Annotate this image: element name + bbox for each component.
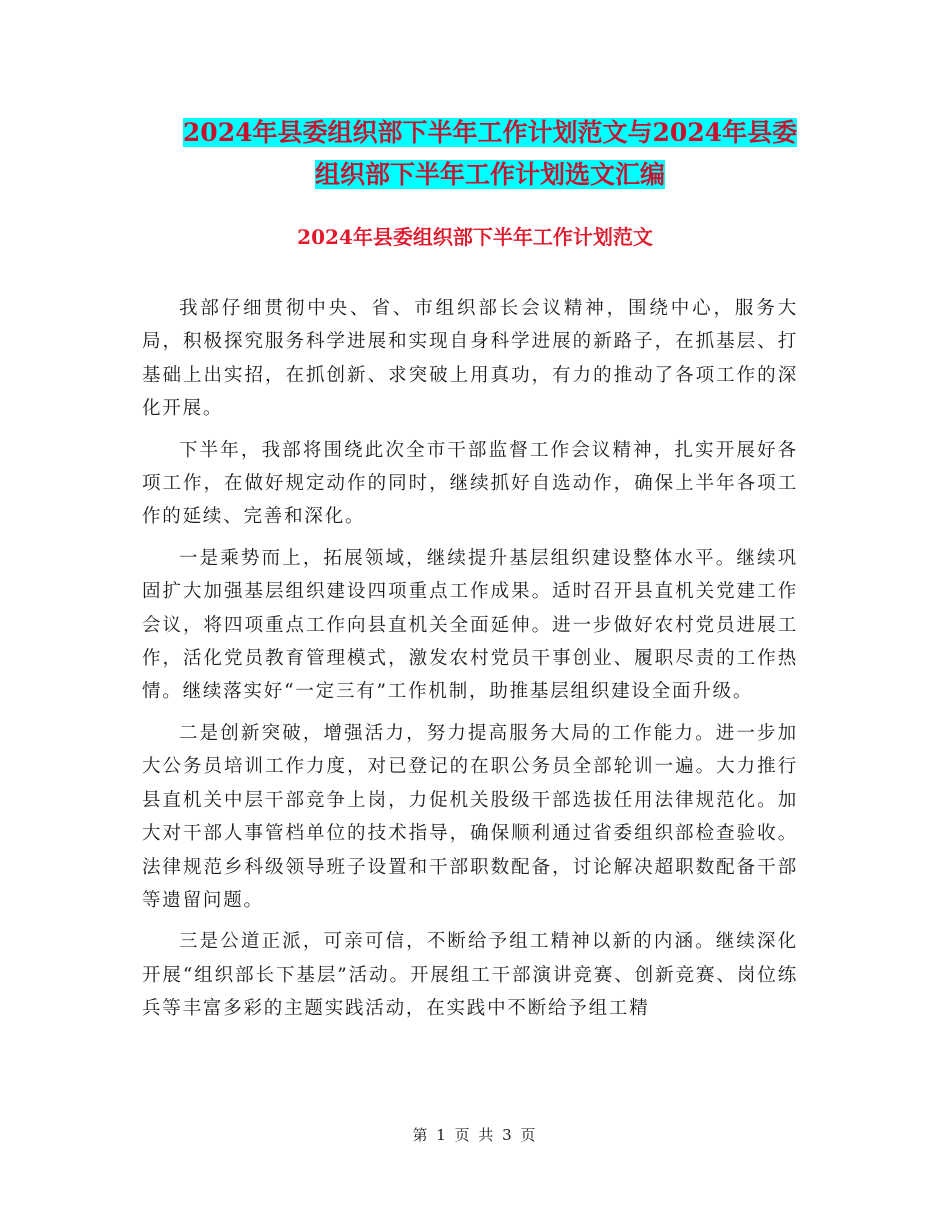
paragraph: 下半年，我部将围绕此次全市干部监督工作会议精神，扎实开展好各项工作，在做好规定动作的同时，继续抓好自选动作，确保上半年各项工作的延续、完善和深化。	[142, 439, 798, 528]
paragraph: 我部仔细贯彻中央、省、市组织部长会议精神，围绕中心，服务大局，积极探究服务科学进展和实现自身科学进展的新路子，在抓基层、打基础上出实招，在抓创新、求突破上用真功，有力的推动了各项工作的深化开展。	[142, 298, 798, 420]
paragraph: 一是乘势而上，拓展领域，继续提升基层组织建设整体水平。继续巩固扩大加强基层组织建设四项重点工作成果。适时召开县直机关党建工作会议，将四项重点工作向县直机关全面延伸。进一步做好农村党员进展工作，活化党员教育管理模式，激发农村党员干事创业、履职尽责的工作热情。继续落实好“一定三有”工作机制，助推基层组织建设全面升级。	[142, 547, 798, 703]
section-title: 2024年县委组织部下半年工作计划范文	[297, 225, 653, 249]
main-title-line-1: 2024年县委组织部下半年工作计划范文与2024年县委	[182, 118, 798, 147]
main-title-line-2: 组织部下半年工作计划选文汇编	[314, 160, 665, 189]
body-text	[142, 292, 798, 1034]
page-footer: 第 1 页 共 3 页	[412, 1126, 538, 1144]
paragraph: 二是创新突破，增强活力，努力提高服务大局的工作能力。进一步加大公务员培训工作力度，对已登记的在职公务员全部轮训一遍。大力推行县直机关中层干部竞争上岗，力促机关股级干部选拔任用法律规范化。加大对干部人事管档单位的技术指导，确保顺利通过省委组织部检查验收。法律规范乡科级领导班子设置和干部职数配备，讨论解决超职数配备干部等遗留问题。	[142, 722, 798, 911]
paragraph: 三是公道正派，可亲可信，不断给予组工精神以新的内涵。继续深化开展“组织部长下基层”活动。开展组工干部演讲竞赛、创新竞赛、岗位练兵等丰富多彩的主题实践活动，在实践中不断给予组工精	[142, 931, 798, 1020]
main-title	[140, 112, 840, 196]
